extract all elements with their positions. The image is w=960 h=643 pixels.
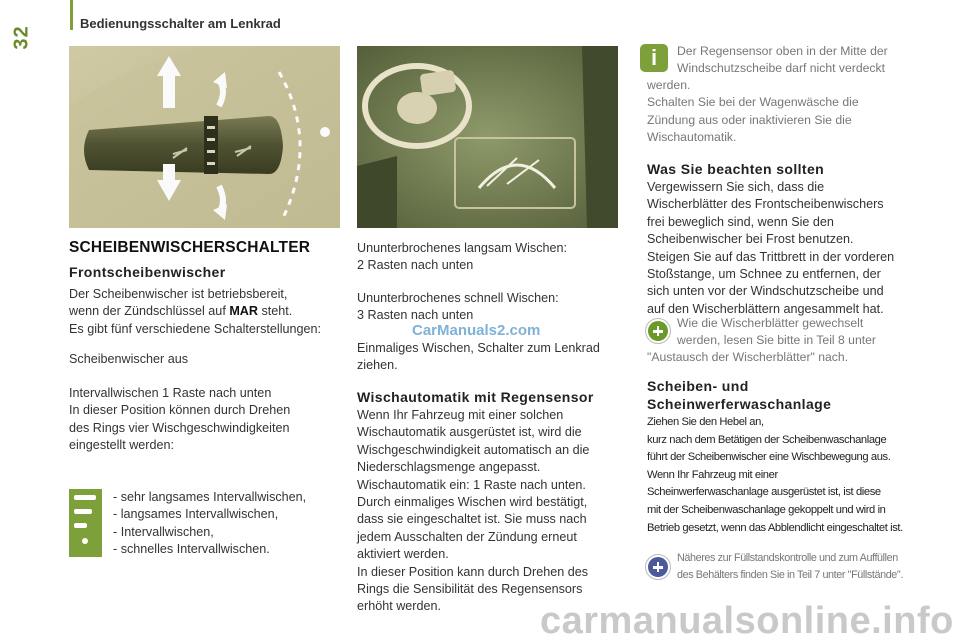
list-item: - sehr langsames Intervallwischen, (113, 490, 307, 504)
wash-text: Ziehen Sie den Hebel an, kurz nach dem Betätigen der Scheibenwaschanlage führt der Scheibenwischer eine Wischbewegung aus. Wenn Ihr Fahrzeug mit einer Scheinwerferwaschanlage ausgerüstet ist, ist diese mit der Scheibenwaschanlage gekoppelt und wird in Betrieb gesetzt, wenn das Abblendlicht eingeschaltet ist. (647, 416, 903, 534)
list-item: - langsames Intervallwischen, (113, 507, 279, 522)
info-icon: i (640, 44, 668, 72)
auto-wiper-heading: Wischautomatik mit Regensensor (357, 389, 594, 405)
frontwiper-intro: Der Scheibenwischer ist betriebsbereit, wenn der Zündschlüssel auf MAR steht. Es gibt fünf verschiedene Schalterstellungen: (69, 287, 322, 336)
footer-watermark: carmanualsonline.info (540, 600, 954, 642)
slow-wipe-text: Ununterbrochenes langsam Wischen: 2 Rasten nach unten (357, 241, 568, 273)
list-icon (69, 489, 102, 557)
section-title: SCHEIBENWISCHERSCHALTER (69, 239, 311, 256)
note-text: Vergewissern Sie sich, dass die Wischerblätter des Frontscheibenwischers frei beweglich sind, wenn Sie den Scheibenwischer bei Frost benutzen. Steigen Sie auf das Trittbrett in der vorderen Stoßstange, um Schnee zu entfernen, der sich unten vor der Windschutzscheibe und auf den Wischerblättern angesammelt hat. (647, 180, 895, 316)
note-heading: Was Sie beachten sollten (647, 161, 825, 177)
wash-heading: Scheiben- und Scheinwerferwaschanlage (647, 378, 832, 412)
fast-wipe-text: Ununterbrochenes schnell Wischen: 3 Rasten nach unten (357, 291, 559, 323)
windshield-illustration (357, 46, 618, 228)
info-text-first: Der Regensensor oben in der Mitte der Windschutzscheibe darf nicht verdeckt (677, 44, 888, 76)
page-number: 32 (10, 25, 33, 50)
tip1-text-rest: "Austausch der Wischerblätter" nach. (647, 350, 849, 364)
info-text-rest: werden. Schalten Sie bei der Wagenwäsche die Zündung aus oder inaktivieren Sie die Wischautomatik. (647, 78, 859, 145)
interval-text: Intervallwischen 1 Raste nach unten In dieser Position können durch Drehen des Rings vier Wischgeschwindigkeiten eingestellt werden: (69, 386, 291, 453)
wiper-stalk-illustration (69, 46, 340, 228)
tip2-text: Näheres zur Füllstandskontrolle und zum Auffüllen des Behälters finden Sie in Teil 7 unter "Füllstände". (677, 552, 903, 581)
single-wipe-text: Einmaliges Wischen, Schalter zum Lenkrad ziehen. (357, 341, 600, 373)
tip1-text-first: Wie die Wischerblätter gewechselt werden, lesen Sie bitte in Teil 8 unter (677, 316, 876, 348)
auto-wiper-text: Wenn Ihr Fahrzeug mit einer solchen Wischautomatik ausgerüstet ist, wird die Wischgeschwindigkeit automatisch an die Niederschlagsmenge angepasst. Wischautomatik ein: 1 Raste nach unten. Durch einmaliges Wischen wird bestätigt, dass sie eingeschaltet ist. Sie muss nach jedem Ausschalten der Zündung erneut aktiviert werden. In dieser Position kann durch Drehen des Rings die Sensibilität des Regensensors erhöht werden. (357, 408, 590, 614)
plus-icon (645, 554, 671, 580)
plus-icon (645, 318, 671, 344)
frontwiper-heading: Frontscheibenwischer (69, 264, 226, 280)
watermark: CarManuals2.com (412, 322, 541, 339)
list-item: - Intervallwischen, (113, 524, 214, 539)
wiper-off-text: Scheibenwischer aus (69, 352, 189, 366)
header-accent-bar (70, 0, 73, 30)
page-header: Bedienungsschalter am Lenkrad (80, 16, 281, 31)
list-item: - schnelles Intervallwischen. (113, 542, 270, 557)
speed-list (113, 489, 306, 559)
